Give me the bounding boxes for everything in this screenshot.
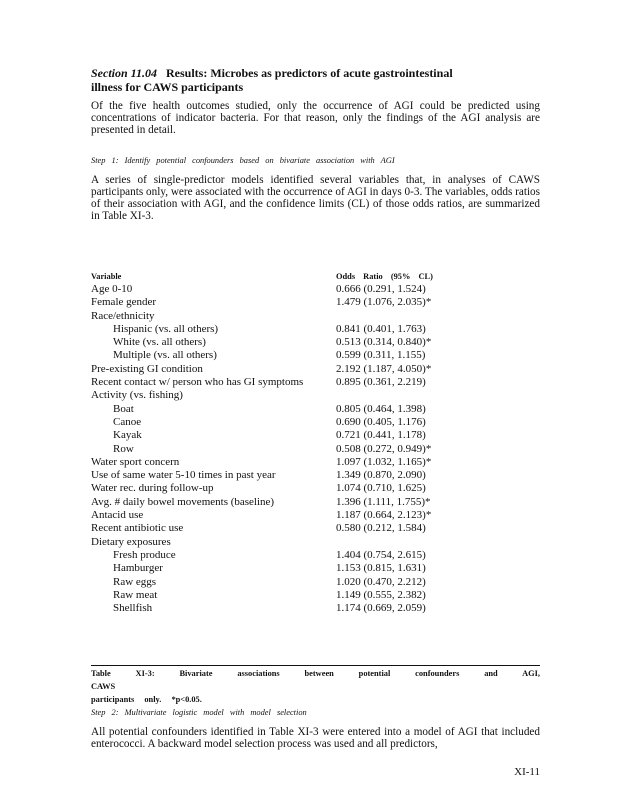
row-odds-ratio: 0.508 (0.272, 0.949)* <box>336 442 432 455</box>
row-label: Shellfish <box>113 602 153 615</box>
row-odds-ratio: 1.074 (0.710, 1.625) <box>336 482 426 495</box>
section-heading <box>91 66 531 94</box>
row-label: Water sport concern <box>91 455 180 468</box>
table-row <box>91 602 451 615</box>
row-label: Canoe <box>113 415 142 428</box>
row-odds-ratio: 0.599 (0.311, 1.155) <box>336 349 426 362</box>
row-odds-ratio: 1.404 (0.754, 2.615) <box>336 548 426 561</box>
intro-paragraph: Of the five health outcomes studied, only the occurrence of AGI could be predicted using concentrations of indicator bacteria. For that reason, only the findings of the AGI analysis are presented in detail. <box>91 100 540 136</box>
row-label: Activity (vs. fishing) <box>91 389 183 402</box>
table-row <box>91 296 451 309</box>
table-row <box>91 522 451 535</box>
row-odds-ratio: 1.396 (1.111, 1.755)* <box>336 495 431 508</box>
section-title-line1: Results: Microbes as predictors of acute gastrointestinal <box>166 66 453 80</box>
table-row <box>91 482 451 495</box>
row-odds-ratio: 1.479 (1.076, 2.035)* <box>336 296 432 309</box>
row-odds-ratio: 0.513 (0.314, 0.840)* <box>336 336 432 349</box>
row-odds-ratio: 1.149 (0.555, 2.382) <box>336 588 426 601</box>
row-label: Water rec. during follow-up <box>91 482 214 495</box>
table-row <box>91 509 451 522</box>
row-odds-ratio: 1.174 (0.669, 2.059) <box>336 602 426 615</box>
table-row <box>91 456 451 469</box>
row-odds-ratio: 1.153 (0.815, 1.631) <box>336 562 426 575</box>
table-row <box>91 376 451 389</box>
row-label: Recent contact w/ person who has GI symptoms <box>91 376 304 389</box>
section-number: Section 11.04 <box>91 66 158 80</box>
column-header-odds-ratio: Odds Ratio (95% CL) <box>336 272 433 281</box>
row-label: Recent antibiotic use <box>91 522 184 535</box>
row-odds-ratio: 0.841 (0.401, 1.763) <box>336 322 426 335</box>
column-header-variable: Variable <box>91 272 122 281</box>
row-label: Antacid use <box>91 509 144 522</box>
row-odds-ratio: 1.097 (1.032, 1.165)* <box>336 455 432 468</box>
table-row <box>91 469 451 482</box>
row-label: Hispanic (vs. all others) <box>113 322 219 335</box>
step1-paragraph: A series of single-predictor models identified several variables that, in analyses of CAWS participants only, were associated with the occurrence of AGI in days 0-3. The variables, odds ratios of their association with AGI, and the confidence limits (CL) of those odds ratios, are summarized in Table XI-3. <box>91 174 540 222</box>
table-row <box>91 416 451 429</box>
row-label: Hamburger <box>113 562 163 575</box>
table-row <box>91 310 451 323</box>
table-row <box>91 336 451 349</box>
row-odds-ratio: 1.187 (0.664, 2.123)* <box>336 509 432 522</box>
table-row <box>91 576 451 589</box>
table-row <box>91 283 451 296</box>
row-odds-ratio: 1.020 (0.470, 2.212) <box>336 575 426 588</box>
row-label: Row <box>113 442 134 455</box>
table-row <box>91 403 451 416</box>
step2-heading: Step 2: Multivariate logistic model with model selection <box>91 708 307 717</box>
row-odds-ratio: 1.349 (0.870, 2.090) <box>336 469 426 482</box>
table-header <box>91 272 451 283</box>
row-label: Age 0-10 <box>91 283 133 295</box>
row-odds-ratio: 0.580 (0.212, 1.584) <box>336 522 426 535</box>
table-row <box>91 323 451 336</box>
row-odds-ratio: 0.895 (0.361, 2.219) <box>336 376 426 389</box>
row-label: Pre-existing GI condition <box>91 362 203 375</box>
row-odds-ratio: 2.192 (1.187, 4.050)* <box>336 362 432 375</box>
table-row <box>91 429 451 442</box>
step2-paragraph: All potential confounders identified in Table XI-3 were entered into a model of AGI that included enterococci. A backward model selection process was used and all predictors, <box>91 726 540 750</box>
row-label: Use of same water 5-10 times in past year <box>91 469 276 482</box>
row-label: Raw meat <box>113 588 158 601</box>
row-label: Race/ethnicity <box>91 309 155 322</box>
page-number: XI-11 <box>514 766 540 778</box>
row-label: Female gender <box>91 296 157 309</box>
row-odds-ratio: 0.805 (0.464, 1.398) <box>336 402 426 415</box>
table-row <box>91 363 451 376</box>
table-row <box>91 443 451 456</box>
row-label: Boat <box>113 402 134 415</box>
table-row <box>91 536 451 549</box>
section-title-line2: illness for CAWS participants <box>91 80 244 94</box>
row-label: Kayak <box>113 429 142 442</box>
table-row <box>91 589 451 602</box>
row-label: Dietary exposures <box>91 535 171 548</box>
row-label: Fresh produce <box>113 548 176 561</box>
table-row <box>91 389 451 402</box>
row-label: Avg. # daily bowel movements (baseline) <box>91 495 275 508</box>
row-label: Raw eggs <box>113 575 157 588</box>
table-row <box>91 562 451 575</box>
table-caption <box>91 665 540 706</box>
row-odds-ratio: 0.666 (0.291, 1.524) <box>336 283 426 295</box>
row-odds-ratio: 0.721 (0.441, 1.178) <box>336 429 426 442</box>
table-row <box>91 549 451 562</box>
table-caption-line1: Table XI-3: Bivariate associations between potential confounders and AGI, CAWS <box>91 669 540 691</box>
step1-heading: Step 1: Identify potential confounders based on bivariate association with AGI <box>91 156 395 165</box>
table-row <box>91 349 451 362</box>
row-label: White (vs. all others) <box>113 336 206 349</box>
row-label: Multiple (vs. all others) <box>113 349 217 362</box>
table-body <box>91 283 451 615</box>
table-row <box>91 496 451 509</box>
table-caption-line2: participants only. *p<0.05. <box>91 695 202 704</box>
row-odds-ratio: 0.690 (0.405, 1.176) <box>336 415 426 428</box>
